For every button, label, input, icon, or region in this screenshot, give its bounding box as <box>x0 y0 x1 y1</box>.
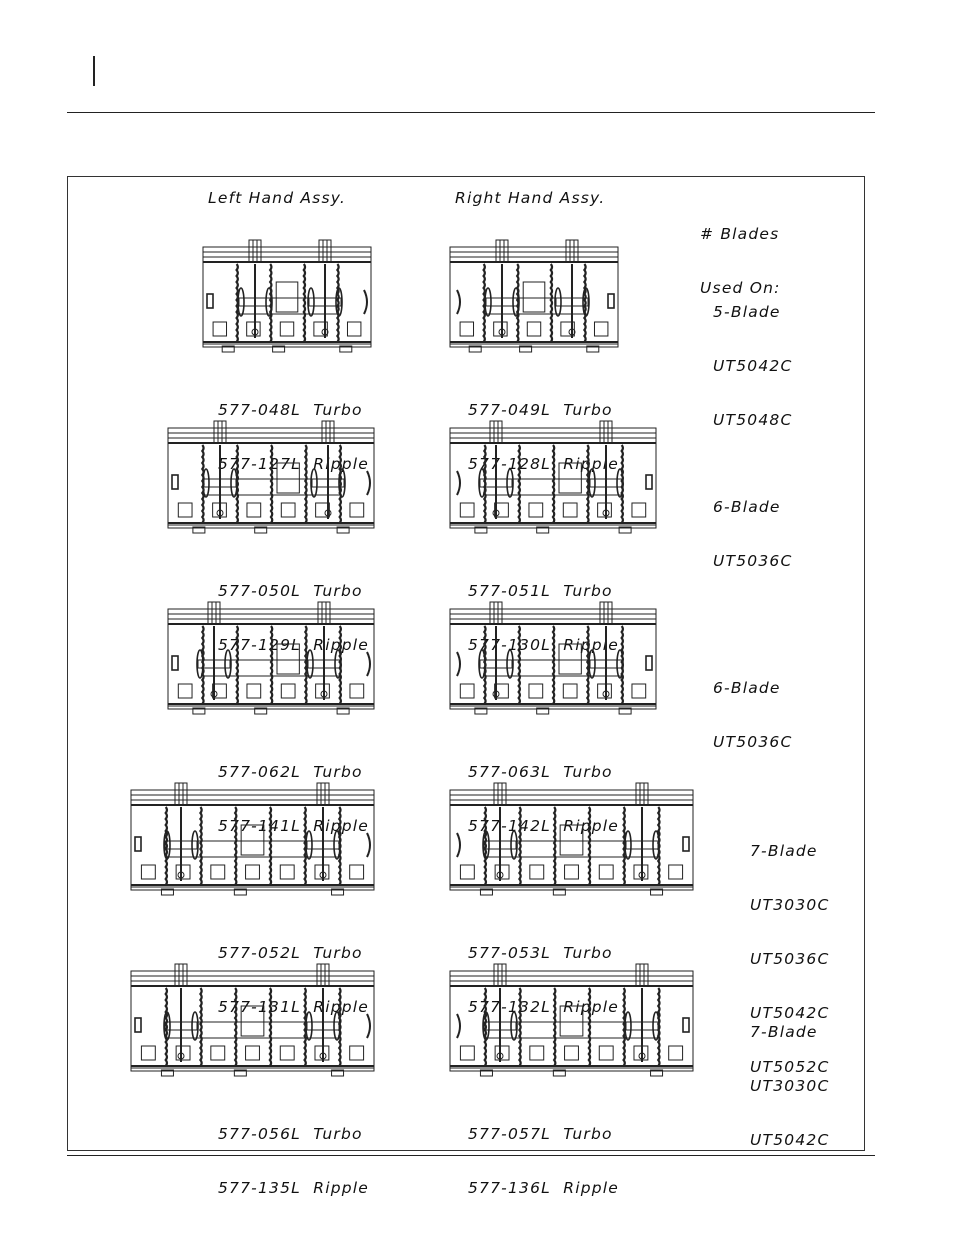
part-number-turbo: 577-049L Turbo <box>468 401 613 419</box>
blades-header-line2: Used On: <box>700 279 781 297</box>
used-on-list <box>713 643 792 769</box>
part-number-turbo: 577-063L Turbo <box>468 763 613 781</box>
model-number: UT5042C <box>713 357 793 375</box>
part-number-turbo: 577-048L Turbo <box>218 401 363 419</box>
assembly-drawing-right <box>444 960 699 1082</box>
part-number-turbo: 577-052L Turbo <box>218 944 363 962</box>
part-number-ripple: 577-136L Ripple <box>468 1179 620 1197</box>
used-on-list <box>750 987 829 1167</box>
model-number: UT5048C <box>713 411 793 429</box>
blade-count: 7-Blade <box>750 1023 818 1041</box>
part-number-ripple: 577-135L Ripple <box>218 1179 370 1197</box>
model-number: UT5042C <box>750 1004 830 1022</box>
assembly-drawing-left <box>125 779 380 901</box>
part-number-turbo: 577-051L Turbo <box>468 582 613 600</box>
assembly-drawing-left <box>162 598 380 720</box>
model-number: UT3030C <box>750 896 830 914</box>
model-number: UT5052C <box>750 1058 830 1076</box>
part-number-turbo: 577-057L Turbo <box>468 1125 613 1143</box>
part-number-turbo: 577-056L Turbo <box>218 1125 363 1143</box>
blade-count: 6-Blade <box>713 498 781 516</box>
part-number-turbo: 577-053L Turbo <box>468 944 613 962</box>
model-number: UT5036C <box>713 552 793 570</box>
blades-header-line1: # Blades <box>700 225 780 243</box>
left-part-numbers <box>218 1089 369 1215</box>
part-number-ripple: 577-132L Ripple <box>468 998 620 1016</box>
model-number: UT3030C <box>750 1077 830 1095</box>
header-rule <box>67 112 875 113</box>
used-on-list <box>713 267 792 447</box>
assembly-drawing-left <box>197 236 377 358</box>
model-number: UT5042C <box>750 1131 830 1149</box>
assembly-drawing-right <box>444 236 624 358</box>
assembly-drawing-left <box>125 960 380 1082</box>
part-number-ripple: 577-128L Ripple <box>468 455 620 473</box>
model-number: UT5036C <box>750 950 830 968</box>
assembly-drawing-right <box>444 598 662 720</box>
assembly-drawing-right <box>444 417 662 539</box>
part-number-ripple: 577-142L Ripple <box>468 817 620 835</box>
part-number-turbo: 577-050L Turbo <box>218 582 363 600</box>
blade-count: 7-Blade <box>750 842 818 860</box>
part-number-ripple: 577-141L Ripple <box>218 817 370 835</box>
assembly-drawing-right <box>444 779 699 901</box>
part-number-turbo: 577-062L Turbo <box>218 763 363 781</box>
right-hand-header: Right Hand Assy. <box>455 189 606 207</box>
part-number-ripple: 577-130L Ripple <box>468 636 620 654</box>
part-number-ripple: 577-131L Ripple <box>218 998 370 1016</box>
right-part-numbers <box>468 1089 619 1215</box>
used-on-list <box>713 462 792 588</box>
blade-count: 6-Blade <box>713 679 781 697</box>
header-tick <box>93 56 95 86</box>
left-hand-header: Left Hand Assy. <box>208 189 347 207</box>
model-number: UT5036C <box>713 733 793 751</box>
blade-count: 5-Blade <box>713 303 781 321</box>
assembly-drawing-left <box>162 417 380 539</box>
part-number-ripple: 577-129L Ripple <box>218 636 370 654</box>
part-number-ripple: 577-127L Ripple <box>218 455 370 473</box>
